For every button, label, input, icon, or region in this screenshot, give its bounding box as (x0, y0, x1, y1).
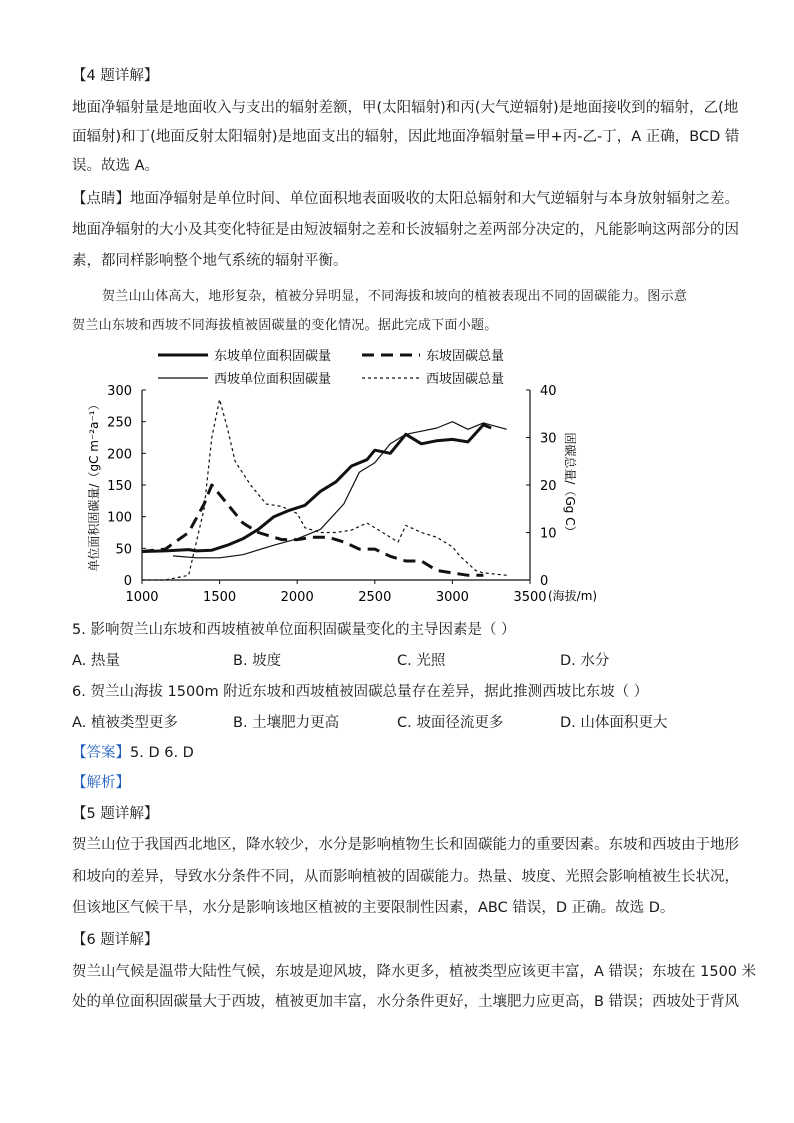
section-heading-q6: 【6 题详解】 (72, 932, 159, 948)
x-tick-label: 3500 (513, 590, 547, 605)
q5-stem: 5. 影响贺兰山东坡和西坡植被单位面积固碳量变化的主导因素是（ ） (72, 622, 516, 638)
legend-label-east-total: 东坡固碳总量 (426, 349, 505, 364)
answer-text: 5. D 6. D (130, 745, 194, 761)
legend-label-west-total: 西坡固碳总量 (426, 372, 505, 387)
y-axis-label-left: 单位面积固碳量/（gC m⁻²a⁻¹） (87, 398, 101, 572)
answer-label: 【答案】 (72, 745, 130, 761)
paragraph-line: 面辐射)和丁(地面反射太阳辐射)是地面支出的辐射，因此地面净辐射量=甲+丙-乙-丁，A 正确，BCD 错 (72, 129, 740, 145)
y-left-tick-label: 50 (115, 542, 132, 558)
q5-option-b: B. 坡度 (233, 653, 282, 669)
x-axis-label: (海拔/m) (548, 589, 598, 603)
paragraph-line: 但该地区气候干旱，水分是影响该地区植被的主要限制性因素，ABC 错误，D 正确。故选 D。 (72, 900, 675, 916)
series-line-0 (142, 425, 491, 552)
intro-line: 贺兰山东坡和西坡不同海拔植被固碳量的变化情况。据此完成下面小题。 (72, 318, 498, 333)
legend-label-east-unit: 东坡单位面积固碳量 (214, 349, 332, 364)
answer-line (72, 743, 194, 763)
y-left-tick-label: 250 (107, 415, 132, 431)
paragraph-line: 处的单位面积固碳量大于西坡，植被更加丰富，水分条件更好，土壤肥力应更高，B 错误；西坡处于背风 (72, 994, 740, 1010)
y-right-tick-label: 20 (540, 479, 557, 494)
q6-option-a: A. 植被类型更多 (72, 715, 178, 731)
q5-option-d: D. 水分 (560, 653, 610, 669)
note-line: 【点睛】地面净辐射是单位时间、单位面积地表面吸收的太阳总辐射和大气逆辐射与本身放射辐射之差。 (72, 191, 739, 207)
paragraph-line: 贺兰山气候是温带大陆性气候，东坡是迎风坡，降水更多，植被类型应该更丰富，A 错误；东坡在 1500 米 (72, 964, 757, 980)
paragraph-line: 地面净辐射量是地面收入与支出的辐射差额，甲(太阳辐射)和丙(大气逆辐射)是地面接收到的辐射，乙(地 (72, 100, 739, 116)
paragraph-line: 和坡向的差异，导致水分条件不同，从而影响植被的固碳能力。热量、坡度、光照会影响植被生长状况， (72, 869, 739, 885)
section-heading-q4: 【4 题详解】 (72, 68, 159, 84)
paragraph-line: 误。故选 A。 (72, 158, 160, 174)
x-tick-label: 2000 (280, 590, 314, 605)
x-tick-label: 2500 (358, 590, 392, 605)
section-heading-q5: 【5 题详解】 (72, 806, 159, 822)
intro-line: 贺兰山山体高大，地形复杂，植被分异明显，不同海拔和坡向的植被表现出不同的固碳能力。图示意 (102, 289, 688, 304)
y-right-tick-label: 0 (540, 574, 549, 589)
y-left-tick-label: 200 (107, 447, 132, 463)
q5-option-c: C. 光照 (397, 653, 446, 669)
y-left-tick-label: 150 (107, 479, 132, 494)
q5-option-a: A. 热量 (72, 653, 120, 669)
series-line-2 (173, 422, 507, 558)
note-line: 地面净辐射的大小及其变化特征是由短波辐射之差和长波辐射之差两部分决定的，凡能影响这两部分的因 (72, 222, 739, 238)
q6-option-c: C. 坡面径流更多 (397, 715, 504, 731)
chart-legend (158, 348, 504, 387)
y-axis-label-right: 固碳总量/（Gg C） (563, 432, 577, 538)
y-right-tick-label: 40 (540, 384, 557, 399)
x-tick-label: 1000 (125, 590, 159, 605)
q6-option-d: D. 山体面积更大 (560, 715, 668, 731)
q6-option-b: B. 土壤肥力更高 (233, 715, 340, 731)
analysis-label: 【解析】 (72, 775, 130, 791)
y-left-tick-label: 0 (123, 574, 132, 589)
y-left-tick-label: 300 (107, 384, 132, 399)
y-left-tick-label: 100 (107, 510, 132, 526)
paragraph-line: 贺兰山位于我国西北地区，降水较少，水分是影响植物生长和固碳能力的重要因素。东坡和西坡由于地形 (72, 837, 739, 853)
y-right-tick-label: 10 (540, 526, 557, 542)
carbon-chart (0, 340, 794, 610)
legend-label-west-unit: 西坡单位面积固碳量 (214, 372, 332, 387)
note-line: 素，都同样影响整个地气系统的辐射平衡。 (72, 253, 348, 269)
x-tick-label: 3000 (435, 590, 469, 605)
x-tick-label: 1500 (203, 590, 237, 605)
q6-stem: 6. 贺兰山海拔 1500m 附近东坡和西坡植被固碳总量存在差异，据此推测西坡比东坡（ ） (72, 684, 649, 700)
y-right-tick-label: 30 (540, 431, 557, 447)
